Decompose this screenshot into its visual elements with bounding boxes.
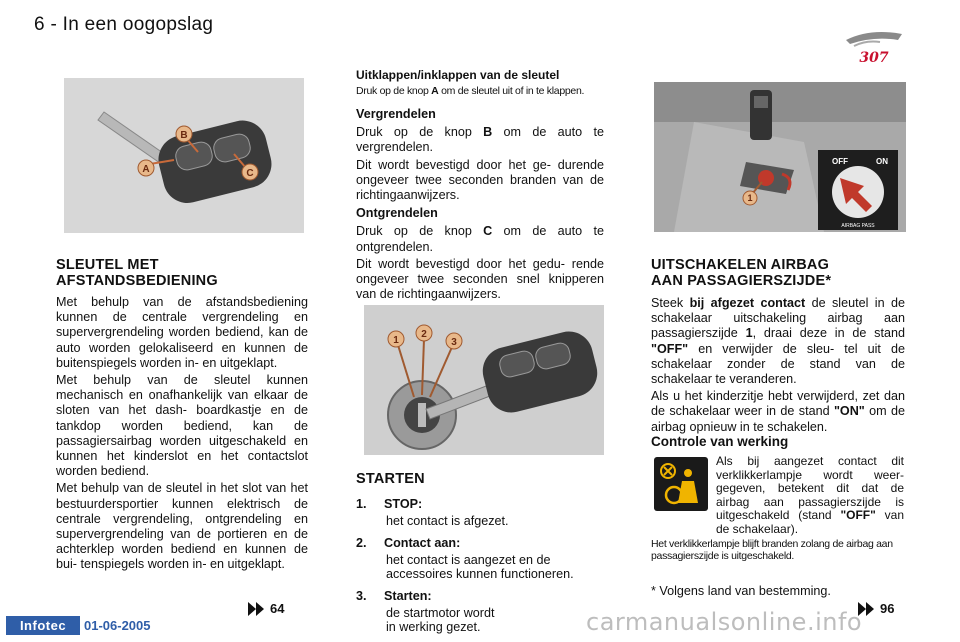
airbag-para-1 bbox=[651, 296, 905, 387]
unlock-key: C bbox=[483, 224, 493, 239]
airbag-pass-label: AIRBAG PASS bbox=[841, 223, 875, 229]
key-heading-line1: SLEUTEL MET bbox=[56, 257, 159, 273]
key-heading bbox=[56, 257, 316, 289]
step-1-num: 1. bbox=[356, 497, 367, 511]
infotec-badge: Infotec bbox=[6, 616, 80, 635]
step-2-label: Contact aan: bbox=[384, 536, 461, 550]
airbag-heading bbox=[651, 257, 911, 289]
step-3-text: de startmotor wordt in werking gezet. bbox=[386, 606, 495, 634]
step-3-label: Starten: bbox=[384, 589, 432, 603]
unlock-text-2: Dit wordt bevestigd door het gedu- rende ongeveer twee seconden snel knipperen van de richtingaanwijzers. bbox=[356, 256, 604, 302]
step-1 bbox=[356, 497, 616, 528]
step-1-label: STOP: bbox=[384, 497, 423, 511]
ignition-label-1: 1 bbox=[393, 335, 399, 346]
lock-text-pre: Druk op de knop bbox=[356, 125, 484, 140]
nav-link-96[interactable] bbox=[858, 601, 894, 616]
fold-caption-post: om de sleutel uit of in te klappen. bbox=[438, 85, 585, 97]
logo-text: 307 bbox=[859, 50, 889, 66]
check-text bbox=[716, 455, 904, 536]
check-text-a: Als bij aangezet contact dit verklikkerlampje wordt weer- gegeven, betekent dit dat de airbag aan passagierszijde is uitgeschakeld (stand bbox=[716, 454, 904, 522]
lock-key: B bbox=[483, 125, 493, 140]
key-heading-line2: AFSTANDSBEDIENING bbox=[56, 273, 218, 289]
airbag-heading-line2: AAN PASSAGIERSZIJDE* bbox=[651, 273, 832, 289]
airbag-label-1: 1 bbox=[747, 193, 753, 203]
unlock-heading: Ontgrendelen bbox=[356, 206, 438, 221]
unlock-text-pre: Druk op de knop bbox=[356, 224, 484, 239]
fold-heading: Uitklappen/inklappen van de sleutel bbox=[356, 68, 560, 82]
airbag-para-1f: "OFF" bbox=[651, 341, 689, 356]
ignition-photo bbox=[364, 305, 604, 455]
footer-date: 01-06-2005 bbox=[84, 618, 151, 633]
airbag-para-1d: 1 bbox=[745, 326, 753, 341]
fold-caption bbox=[356, 85, 612, 97]
airbag-para-2c: om de airbag opnieuw in te schakelen. bbox=[651, 404, 905, 434]
fast-forward-icon bbox=[248, 602, 264, 616]
key-para-3: Met behulp van de sleutel in het slot van het bestuurdersportier kunnen elektrisch de centrale vergrendeling, ontgrendeling en supervergrendeling van de portieren en de achterklep worden bediend en kunnen de bui- tenspiegels worden in- en uitgeklapt. bbox=[56, 481, 308, 572]
step-3 bbox=[356, 589, 616, 634]
airbag-para-1e: , draai deze in de stand bbox=[752, 326, 905, 341]
key-label-c: C bbox=[246, 168, 254, 179]
airbag-para-2a: Als u het kinderzitje hebt verwijderd, zet dan de schakelaar weer in de stand bbox=[651, 389, 905, 419]
unlock-text-post: om de auto te ontgrendelen. bbox=[356, 224, 604, 254]
footnote: * Volgens land van bestemming. bbox=[651, 584, 831, 598]
step-2 bbox=[356, 536, 616, 581]
check-heading: Controle van werking bbox=[651, 434, 789, 449]
key-photo bbox=[64, 78, 304, 233]
airbag-warning-lamp bbox=[654, 457, 708, 511]
airbag-para-1g: en verwijder de sleu- tel uit de schakelaar zonder de stand van de schakelaar te veranderen. bbox=[651, 341, 905, 387]
peugeot-logo bbox=[840, 26, 908, 66]
key-para-1: Met behulp van de afstandsbediening kunnen de centrale vergrendeling en supervergrendeling worden bediend, kan de auto worden gelokaliseerd en kunnen de buitenspiegels worden in- en uitgeklapt. bbox=[56, 295, 308, 370]
check-caption: Het verklikkerlampje blijft branden zolang de airbag aan passagierszijde is uitgeschakeld. bbox=[651, 538, 893, 562]
airbag-off-label: OFF bbox=[832, 157, 848, 166]
airbag-para-1c: de sleutel in de schakelaar uitschakeling airbag aan passagierszijde bbox=[651, 296, 905, 341]
nav-page-96: 96 bbox=[880, 601, 895, 616]
key-label-b: B bbox=[180, 130, 188, 141]
key-description bbox=[56, 295, 308, 575]
fold-caption-pre: Druk op de knop bbox=[356, 85, 432, 97]
airbag-heading-line1: UITSCHAKELEN AIRBAG bbox=[651, 257, 830, 273]
nav-link-64[interactable] bbox=[248, 601, 284, 616]
airbag-description bbox=[651, 296, 905, 437]
step-2-text: het contact is aangezet en de accessoires kunnen functioneren. bbox=[386, 553, 574, 581]
check-text-c: van de schakelaar). bbox=[716, 508, 905, 536]
start-heading: STARTEN bbox=[356, 471, 425, 487]
lock-text-post: om de auto te vergrendelen. bbox=[356, 125, 604, 155]
airbag-para-2 bbox=[651, 389, 905, 435]
step-1-text: het contact is afgezet. bbox=[386, 514, 509, 528]
airbag-off-icon bbox=[654, 457, 708, 511]
lock-text bbox=[356, 125, 604, 155]
key-para-2: Met behulp van de sleutel kunnen mechanisch en onafhankelijk van elkaar de sloten van het dash- boardkastje en de tankdop worden bediend, kan de passagiersairbag worden uitgeschakeld en kunnen het kinderslot en het contactslot worden bediend. bbox=[56, 373, 308, 479]
nav-page-64: 64 bbox=[270, 601, 285, 616]
airbag-para-1a: Steek bbox=[651, 296, 690, 310]
check-text-b: "OFF" bbox=[840, 508, 876, 522]
lock-heading: Vergrendelen bbox=[356, 107, 436, 121]
fold-caption-key: A bbox=[431, 85, 439, 97]
airbag-on-label: ON bbox=[876, 157, 888, 166]
key-label-a: A bbox=[142, 164, 150, 175]
airbag-para-1b: bij afgezet contact bbox=[689, 296, 806, 310]
lock-text-2: Dit wordt bevestigd door het ge- durende ongeveer twee seconden branden van de richtingaanwijzers. bbox=[356, 157, 604, 203]
ignition-label-3: 3 bbox=[451, 337, 457, 348]
page-title: 6 - In een oogopslag bbox=[34, 14, 214, 35]
watermark: carmanualsonline.info bbox=[586, 608, 863, 636]
lock-section bbox=[356, 107, 604, 304]
step-3-num: 3. bbox=[356, 589, 367, 603]
step-2-num: 2. bbox=[356, 536, 367, 550]
start-steps bbox=[356, 497, 616, 642]
airbag-para-2b: "ON" bbox=[833, 404, 865, 419]
unlock-text bbox=[356, 224, 604, 254]
ignition-label-2: 2 bbox=[421, 329, 427, 340]
airbag-switch-photo bbox=[654, 82, 906, 232]
